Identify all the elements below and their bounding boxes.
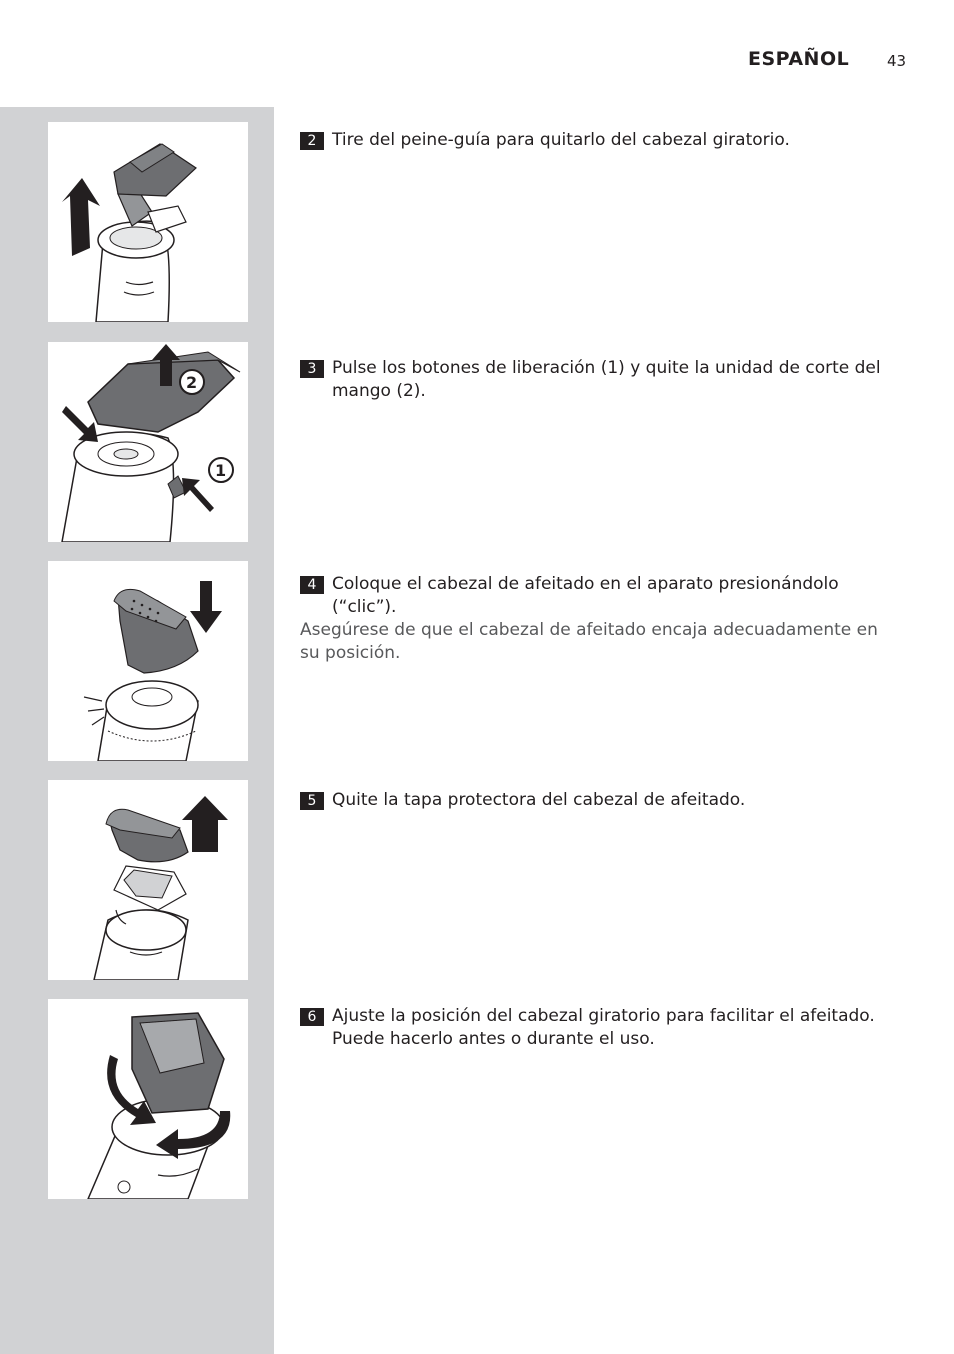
- step-number-badge: 6: [300, 1008, 324, 1026]
- step-5: [300, 789, 900, 812]
- illustration-pointer: [248, 125, 274, 153]
- step-6: [300, 1005, 900, 1051]
- callout-2: 2: [186, 373, 198, 392]
- step-number-badge: 2: [300, 132, 324, 150]
- step-4: [300, 573, 900, 665]
- illustration-remove-protection-cap: [48, 780, 248, 980]
- page-number: 43: [887, 52, 907, 70]
- step-note: Asegúrese de que el cabezal de afeitado encaja adecuadamente en su posición.: [300, 620, 878, 663]
- remove-protection-cap-drawing: [48, 780, 248, 980]
- step-2: [300, 129, 900, 152]
- remove-comb-drawing: [48, 122, 248, 322]
- illustration-adjust-rotating-head: [48, 999, 248, 1199]
- language-heading: ESPAÑOL: [748, 48, 850, 70]
- step-number-badge: 4: [300, 576, 324, 594]
- step-text: Coloque el cabezal de afeitado en el aparato presionándolo (“clic”).: [332, 574, 839, 617]
- step-text: Ajuste la posición del cabezal giratorio para facilitar el afeitado. Puede hacerlo antes o durante el uso.: [332, 1006, 875, 1049]
- release-cutting-unit-drawing: [48, 342, 248, 542]
- callout-1: 1: [215, 461, 227, 480]
- step-text: Quite la tapa protectora del cabezal de afeitado.: [332, 790, 746, 810]
- step-number-badge: 3: [300, 360, 324, 378]
- adjust-rotating-head-drawing: [48, 999, 248, 1199]
- step-number-badge: 5: [300, 792, 324, 810]
- illustration-remove-comb: [48, 122, 248, 322]
- illustration-pointer: [248, 783, 274, 811]
- illustration-pointer: [248, 345, 274, 373]
- illustration-pointer: [248, 1002, 274, 1030]
- step-text: Pulse los botones de liberación (1) y quite la unidad de corte del mango (2).: [332, 358, 881, 401]
- illustration-attach-shaving-head: [48, 561, 248, 761]
- attach-shaving-head-drawing: [48, 561, 248, 761]
- illustration-pointer: [248, 564, 274, 592]
- step-3: [300, 357, 900, 403]
- step-text: Tire del peine-guía para quitarlo del cabezal giratorio.: [332, 130, 790, 150]
- illustration-release-cutting-unit: [48, 342, 248, 542]
